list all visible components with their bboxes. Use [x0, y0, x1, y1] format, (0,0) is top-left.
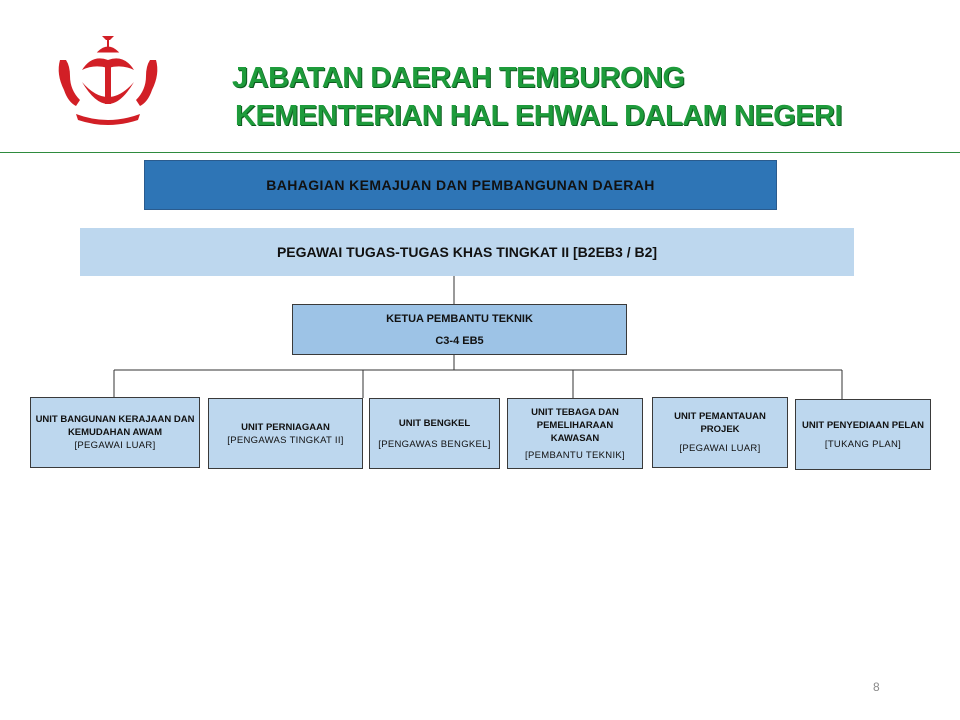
unit-box-pemantauan	[652, 397, 788, 468]
unit-role: [PEGAWAI LUAR]	[74, 440, 156, 451]
ministry-title: KEMENTERIAN HAL EHWAL DALAM NEGERI	[235, 100, 843, 132]
page-number: 8	[873, 680, 880, 694]
unit-role: [PEMBANTU TEKNIK]	[525, 449, 625, 461]
unit-name: UNIT TEBAGA DAN PEMELIHARAAN KAWASAN	[531, 406, 619, 444]
division-box	[144, 160, 777, 210]
unit-name: UNIT PEMANTAUAN PROJEK	[674, 411, 766, 435]
department-title: JABATAN DAERAH TEMBURONG	[232, 62, 685, 94]
unit-name: UNIT BENGKEL	[398, 417, 471, 429]
unit-role: [TUKANG PLAN]	[824, 438, 902, 450]
chief-box	[292, 304, 627, 355]
unit-role: [PENGAWAS BENGKEL]	[378, 438, 491, 450]
officer-label: PEGAWAI TUGAS-TUGAS KHAS TINGKAT II [B2EB3 / B2]	[276, 244, 658, 260]
unit-name: UNIT PERNIAGAAN	[241, 421, 330, 433]
unit-box-bangunan	[30, 397, 200, 468]
header-divider	[0, 152, 960, 153]
unit-name: UNIT BANGUNAN KERAJAAN DAN KEMUDAHAN AWAM	[35, 414, 195, 438]
chief-grade: C3-4 EB5	[435, 334, 484, 347]
chief-title: KETUA PEMBANTU TEKNIK	[386, 312, 533, 325]
officer-box	[80, 228, 854, 276]
unit-box-perniagaan	[208, 398, 363, 469]
unit-box-tebaga	[507, 398, 643, 469]
division-label: BAHAGIAN KEMAJUAN DAN PEMBANGUNAN DAERAH	[266, 177, 655, 193]
unit-role: [PENGAWAS TINGKAT II]	[227, 434, 344, 446]
unit-box-penyediaan	[795, 399, 931, 470]
unit-name: UNIT PENYEDIAAN PELAN	[802, 419, 924, 431]
state-crest-emblem-icon	[52, 30, 164, 130]
unit-box-bengkel	[369, 398, 500, 469]
unit-role: [PEGAWAI LUAR]	[679, 443, 761, 454]
